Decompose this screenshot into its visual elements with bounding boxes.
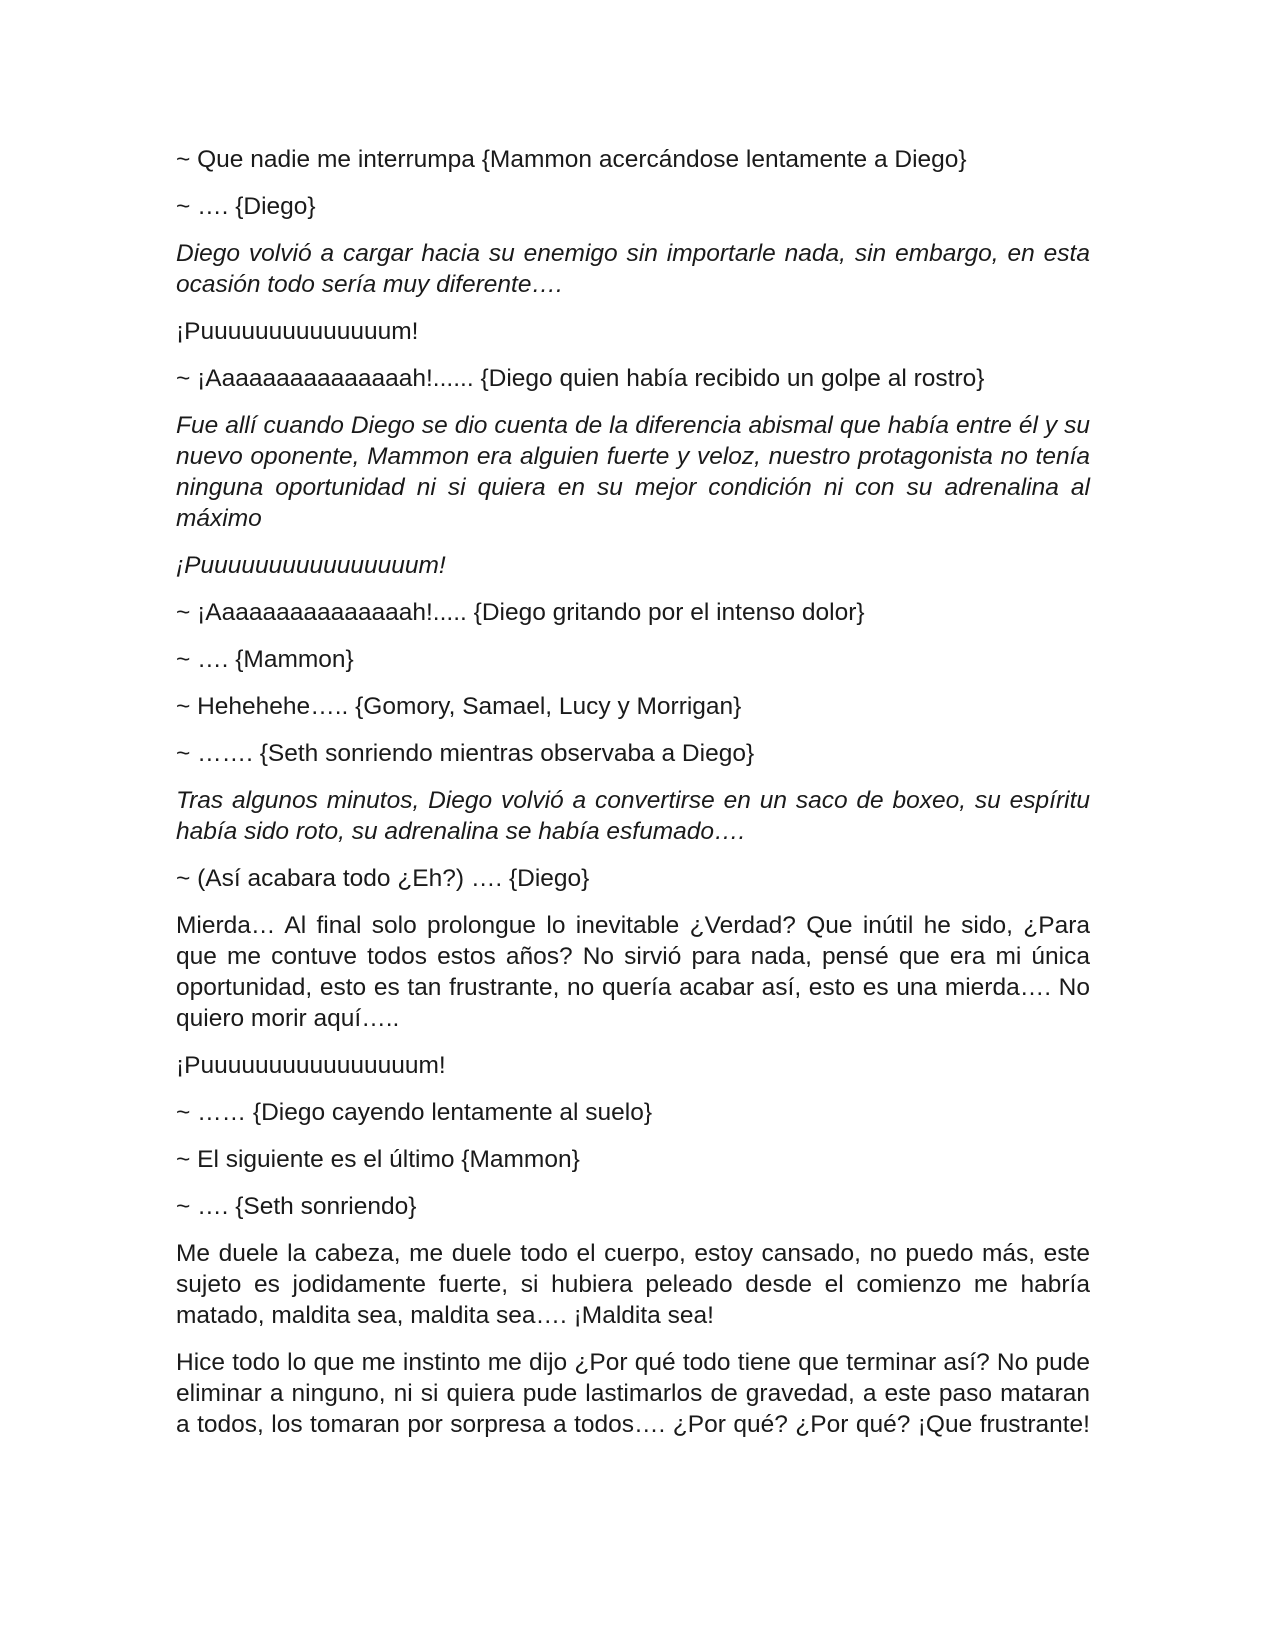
paragraph-15: ¡Puuuuuuuuuuuuuuuum! (176, 1052, 446, 1079)
paragraph-4: ¡Puuuuuuuuuuuuuum! (176, 318, 419, 345)
paragraph-8: ~ ¡Aaaaaaaaaaaaaaah!..... {Diego gritando por el intenso dolor} (176, 599, 865, 626)
paragraph-13: ~ (Así acabara todo ¿Eh?) …. {Diego} (176, 865, 590, 892)
paragraph-11: ~ ……. {Seth sonriendo mientras observaba a Diego} (176, 740, 755, 767)
paragraph-19: Me duele la cabeza, me duele todo el cuerpo, estoy cansado, no puedo más, este sujeto es jodidamente fuerte, si hubiera peleado desde el comienzo me habría matado, maldita sea, maldita sea…. ¡Maldita sea! (176, 1240, 1090, 1329)
paragraph-12: Tras algunos minutos, Diego volvió a convertirse en un saco de boxeo, su espíritu había sido roto, su adrenalina se había esfumado…. (176, 787, 1090, 845)
document-body (176, 144, 1090, 1456)
paragraph-2: ~ …. {Diego} (176, 193, 316, 220)
paragraph-20: Hice todo lo que me instinto me dijo ¿Por qué todo tiene que terminar así? No pude eliminar a ninguno, ni si quiera pude lastimarlos de gravedad, a este paso mataran a todos, los tomaran por sorpresa a todos…. ¿Por qué? ¿Por qué? ¡Que frustrante! (176, 1349, 1090, 1438)
paragraph-5: ~ ¡Aaaaaaaaaaaaaaah!...... {Diego quien había recibido un golpe al rostro} (176, 365, 985, 392)
paragraph-16: ~ …… {Diego cayendo lentamente al suelo} (176, 1099, 653, 1126)
paragraph-1: ~ Que nadie me interrumpa {Mammon acercándose lentamente a Diego} (176, 146, 967, 173)
paragraph-10: ~ Hehehehe….. {Gomory, Samael, Lucy y Morrigan} (176, 693, 742, 720)
paragraph-9: ~ …. {Mammon} (176, 646, 354, 673)
paragraph-18: ~ …. {Seth sonriendo} (176, 1193, 417, 1220)
paragraph-17: ~ El siguiente es el último {Mammon} (176, 1146, 580, 1173)
paragraph-3: Diego volvió a cargar hacia su enemigo sin importarle nada, sin embargo, en esta ocasión todo sería muy diferente…. (176, 240, 1090, 298)
paragraph-7: ¡Puuuuuuuuuuuuuuuum! (176, 552, 446, 579)
paragraph-14: Mierda… Al final solo prolongue lo inevitable ¿Verdad? Que inútil he sido, ¿Para que me contuve todos estos años? No sirvió para nada, pensé que era mi única oportunidad, esto es tan frustrante, no quería acabar así, esto es una mierda…. No quiero morir aquí….. (176, 912, 1090, 1032)
paragraph-6: Fue allí cuando Diego se dio cuenta de la diferencia abismal que había entre él y su nuevo oponente, Mammon era alguien fuerte y veloz, nuestro protagonista no tenía ninguna oportunidad ni si quiera en su mejor condición ni con su adrenalina al máximo (176, 412, 1090, 532)
